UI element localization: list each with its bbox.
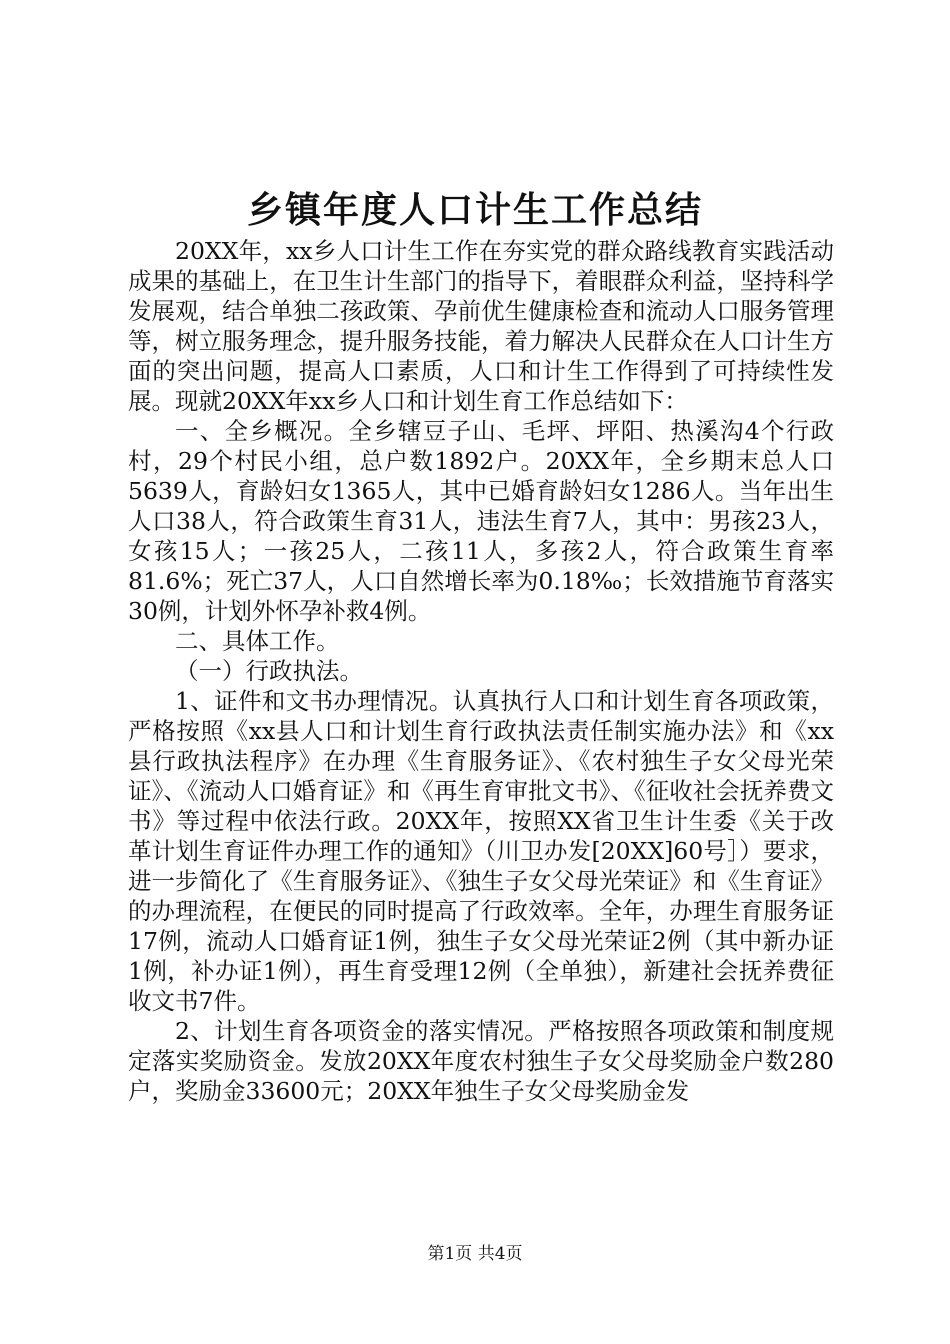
paragraph-subsection-heading: （一）行政执法。 [175,657,363,685]
document-body [128,236,834,1106]
paragraph-funds: 2、计划生育各项资金的落实情况。严格按照各项政策和制度规定落实奖励资金。发放20XX年度农村独生子女父母奖励金户数280户，奖励金33600元；20XX年独生子女父母奖励金发 [128,1017,834,1105]
paragraph-certificates: 1、证件和文书办理情况。认真执行人口和计划生育各项政策，严格按照《xx县人口和计划生育行政执法责任制实施办法》和《xx县行政执法程序》在办理《生育服务证》、《农村独生子女父母光荣证》、《流动人口婚育证》和《再生育审批文书》、《征收社会抚养费文书》等过程中依法行政。20XX年，按照XX省卫生计生委《关于改革计划生育证件办理工作的通知》（川卫办发[20XX]60号］）要求，进一步简化了《生育服务证》、《独生子女父母光荣证》和《生育证》的办理流程，在便民的同时提高了行政效率。全年，办理生育服务证17例，流动人口婚育证1例，独生子女父母光荣证2例（其中新办证1例，补办证1例），再生育受理12例（全单独），新建社会抚养费征收文书7件。 [128,687,834,1015]
page-title: 乡镇年度人口计生工作总结 [246,189,703,231]
paragraph-overview: 一、全乡概况。全乡辖豆子山、毛坪、坪阳、热溪沟4个行政村，29个村民小组，总户数1892户。20XX年，全乡期末总人口5639人，育龄妇女1365人，其中已婚育龄妇女1286人。当年出生人口38人，符合政策生育31人，违法生育7人，其中：男孩23人，女孩15人；一孩25人，二孩11人，多孩2人，符合政策生育率81.6%；死亡37人，人口自然增长率为0.18‰；长效措施节育落实30例，计划外怀孕补救4例。 [128,417,834,625]
page-number: 第1页 共4页 [427,1244,523,1264]
paragraph-section-heading: 二、具体工作。 [175,627,340,655]
paragraph-intro: 20XX年，xx乡人口计生工作在夯实党的群众路线教育实践活动成果的基础上，在卫生计生部门的指导下，着眼群众利益，坚持科学发展观，结合单独二孩政策、孕前优生健康检查和流动人口服务管理等，树立服务理念，提升服务技能，着力解决人民群众在人口计生方面的突出问题，提高人口素质，人口和计生工作得到了可持续性发展。现就20XX年xx乡人口和计划生育工作总结如下： [128,237,834,415]
